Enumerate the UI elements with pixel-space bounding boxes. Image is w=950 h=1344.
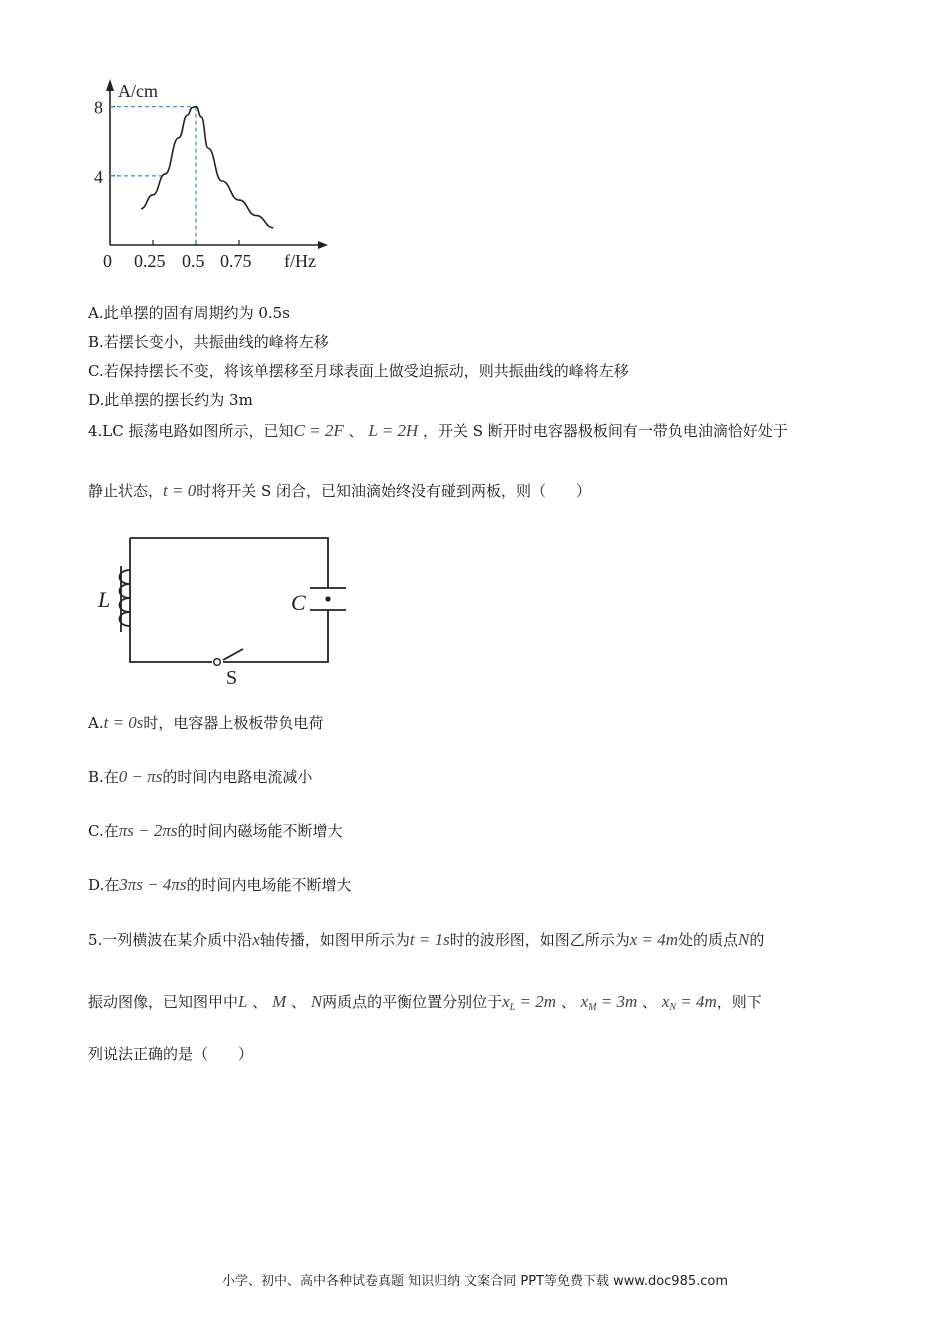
q4-math-t: t = 0 bbox=[163, 481, 197, 500]
q5-text: 5.一列横波在某介质中沿 bbox=[88, 931, 253, 949]
y-tick-label: 4 bbox=[94, 166, 103, 187]
q5-text: 处的质点 bbox=[678, 931, 739, 949]
q5-math: t = 1s bbox=[409, 930, 450, 949]
lc-circuit-diagram bbox=[95, 530, 365, 690]
q3-option-a: A.此单摆的固有周期约为 0.5s bbox=[88, 304, 290, 322]
option-prefix: B.在 bbox=[88, 768, 119, 786]
switch-contact-icon bbox=[214, 659, 221, 666]
math-val: = 4m bbox=[676, 992, 717, 1011]
q5-sep: 、 bbox=[642, 993, 658, 1011]
q3-option-d: D.此单摆的摆长约为 3m bbox=[88, 391, 253, 409]
q5-math: x bbox=[252, 930, 260, 949]
q4-stem-line2 bbox=[88, 481, 591, 501]
q4-text: 静止状态， bbox=[88, 482, 164, 500]
math-val: = 3m bbox=[596, 992, 638, 1011]
q5-text: 的 bbox=[749, 931, 765, 949]
circuit-wire bbox=[223, 610, 328, 662]
option-text: 的时间内电场能不断增大 bbox=[186, 876, 352, 894]
q4-text: ，开关 S 断开时电容器极板间有一带负电油滴恰好处于 bbox=[423, 422, 788, 440]
q5-math-xl bbox=[502, 992, 556, 1011]
q4-text: 时将开关 S 闭合，已知油滴始终没有碰到两板，则（ ） bbox=[196, 482, 592, 500]
q4-option-d bbox=[88, 875, 352, 895]
option-math: t = 0s bbox=[103, 713, 144, 732]
math-val: = 2m bbox=[515, 992, 557, 1011]
switch-label: S bbox=[226, 667, 238, 689]
option-prefix: D.在 bbox=[88, 876, 120, 894]
x-tick-label: 0 bbox=[103, 251, 112, 271]
q3-option-c: C.若保持摆长不变，将该单摆移至月球表面上做受迫振动，则共振曲线的峰将左移 bbox=[88, 362, 629, 380]
math-sub: N bbox=[669, 1002, 677, 1013]
q5-math: x = 4m bbox=[629, 930, 679, 949]
q5-math: N bbox=[310, 992, 323, 1011]
q5-text: 轴传播，如图甲所示为 bbox=[259, 931, 410, 949]
q4-math-c: C = 2F bbox=[293, 421, 344, 440]
q5-math-xm bbox=[581, 992, 638, 1011]
q4-math-l: L = 2H bbox=[368, 421, 419, 440]
math-base: x bbox=[502, 992, 510, 1011]
q5-text: 振动图像，已知图甲中 bbox=[88, 993, 239, 1011]
q5-math: L bbox=[238, 992, 248, 1011]
switch-lever bbox=[223, 649, 243, 660]
q3-option-b: B.若摆长变小，共振曲线的峰将左移 bbox=[88, 333, 329, 351]
option-text: 的时间内磁场能不断增大 bbox=[177, 822, 343, 840]
option-prefix: A. bbox=[88, 714, 104, 732]
option-math: 0 − πs bbox=[118, 767, 163, 786]
x-tick-label: 0.5 bbox=[182, 251, 205, 271]
math-base: x bbox=[661, 992, 670, 1011]
q5-stem-line1 bbox=[88, 930, 764, 950]
circuit-wire bbox=[130, 538, 212, 662]
math-sub: M bbox=[588, 1002, 597, 1013]
page-footer: 小学、初中、高中各种试卷真题 知识归纳 文案合同 PPT等免费下载 www.doc985.com bbox=[221, 1274, 729, 1289]
q5-text: 时的波形图，如图乙所示为 bbox=[449, 931, 630, 949]
q4-stem-line1 bbox=[88, 421, 788, 441]
option-text: 时，电容器上极板带负电荷 bbox=[143, 714, 324, 732]
capacitor-label: C bbox=[291, 590, 306, 615]
y-axis-label: A/cm bbox=[118, 81, 158, 101]
q5-math: M bbox=[272, 992, 287, 1011]
q5-text: ，则下 bbox=[716, 993, 762, 1011]
x-axis-label: f/Hz bbox=[284, 251, 316, 271]
q5-math: N bbox=[738, 930, 750, 949]
oil-drop-icon bbox=[325, 596, 330, 601]
circuit-wire bbox=[130, 538, 328, 588]
q4-option-b bbox=[88, 767, 312, 787]
option-text: 的时间内电路电流减小 bbox=[162, 768, 313, 786]
q4-text: 4.LC 振荡电路如图所示，已知 bbox=[88, 422, 294, 440]
q5-stem-line3: 列说法正确的是（ ） bbox=[88, 1045, 254, 1063]
option-prefix: C.在 bbox=[88, 822, 119, 840]
q4-sep: 、 bbox=[348, 422, 364, 440]
q5-sep: 、 bbox=[560, 993, 576, 1011]
math-base: x bbox=[580, 992, 589, 1011]
inductor-label: L bbox=[98, 587, 111, 612]
resonance-curve bbox=[141, 107, 273, 228]
x-axis-arrow-icon bbox=[318, 241, 328, 249]
q5-text: 两质点的平衡位置分别位于 bbox=[322, 993, 503, 1011]
option-math: 3πs − 4πs bbox=[119, 875, 187, 894]
y-axis-arrow-icon bbox=[106, 79, 114, 91]
option-math: πs − 2πs bbox=[118, 821, 178, 840]
x-tick-label: 0.25 bbox=[134, 251, 166, 271]
q5-sep: 、 bbox=[291, 993, 307, 1011]
q5-sep: 、 bbox=[252, 993, 268, 1011]
q4-option-c bbox=[88, 821, 342, 841]
x-tick-label: 0.75 bbox=[220, 251, 252, 271]
q4-option-a bbox=[88, 713, 323, 733]
q5-stem-line2 bbox=[88, 992, 762, 1018]
resonance-chart bbox=[90, 75, 340, 275]
q5-math-xn bbox=[662, 992, 717, 1011]
y-tick-label: 8 bbox=[94, 97, 103, 118]
math-sub: L bbox=[509, 1002, 516, 1013]
